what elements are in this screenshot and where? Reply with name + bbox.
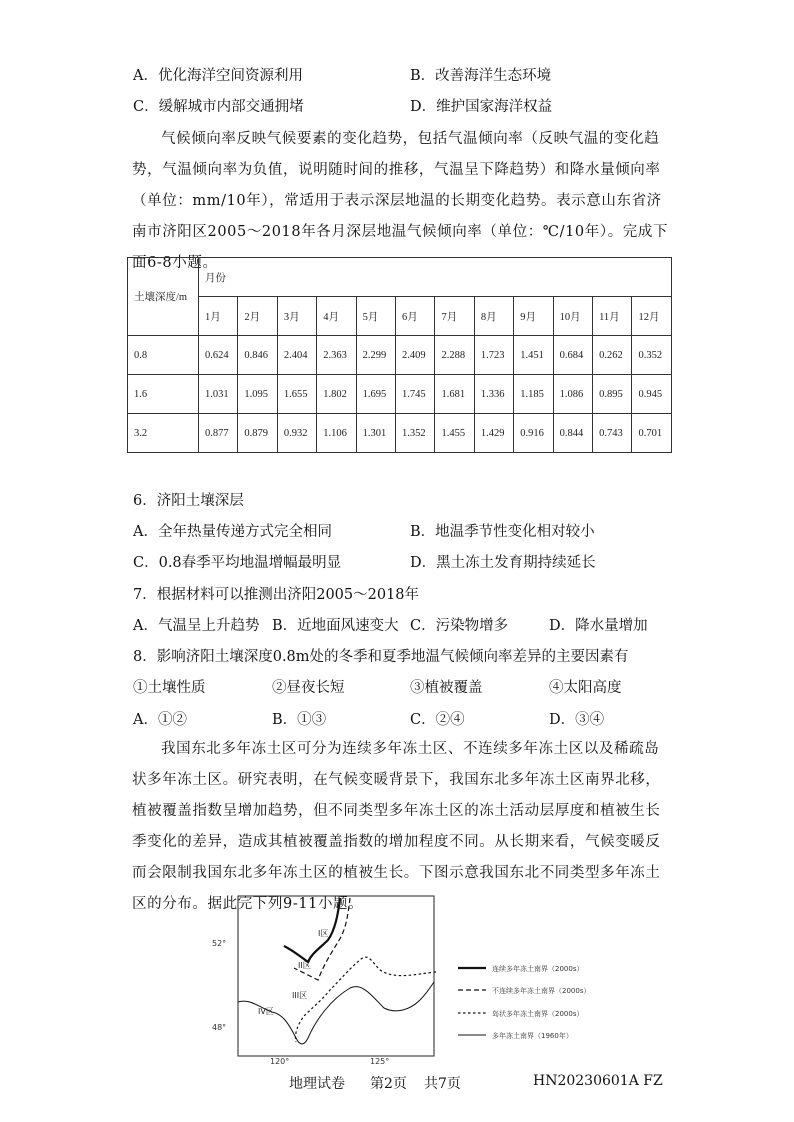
- table-row: [128, 414, 672, 453]
- table-cell: 0.624: [199, 336, 238, 375]
- legend-1960: 多年冻土南界（1960年）: [492, 1032, 573, 1040]
- table-cell: 2.363: [317, 336, 356, 375]
- zone-2-label: II区: [298, 961, 311, 970]
- q8-option-b: B．①③: [272, 712, 327, 728]
- table-cell: 1.802: [317, 375, 356, 414]
- table-month-row: [128, 297, 672, 336]
- table-row: [128, 375, 672, 414]
- permafrost-passage: 我国东北多年冻土区可分为连续多年冻土区、不连续多年冻土区以及稀疏岛状多年冻土区。研究表明，在气候变暖背景下，我国东北多年冻土区南界北移，植被覆盖指数呈增加趋势，但不同类型多年冻土区的冻土活动层厚度和植被生长季变化的差异，造成其植被覆盖指数的增加程度不同。从长期来看，气候变暖反而会限制我国东北多年冻土区的植被生长。下图示意我国东北不同类型多年冻土区的分布。据此完下列9-11小题。: [132, 741, 661, 912]
- table-cell: 0.844: [553, 414, 592, 453]
- table-depth-cell: 1.6: [128, 375, 199, 414]
- table-cell: 1.352: [396, 414, 435, 453]
- q8-option-d: D．③④: [549, 712, 605, 728]
- legend-island: 岛状多年冻土南界（2000s）: [492, 1010, 584, 1018]
- table-cell: 1.336: [474, 375, 513, 414]
- footer-page: 第2页: [370, 1076, 407, 1092]
- q7-option-c: C．污染物增多: [410, 618, 509, 634]
- q5-option-b: B．改善海洋生态环境: [410, 68, 552, 84]
- q7-option-b: B．近地面风速变大: [272, 618, 399, 634]
- map-lon-left: 120°: [270, 1057, 290, 1065]
- table-cell: 2.409: [396, 336, 435, 375]
- table-header-cell: 7月: [435, 297, 474, 336]
- q7-option-a: A．气温呈上升趋势: [133, 618, 260, 634]
- table-cell: 1.681: [435, 375, 474, 414]
- soil-temperature-table: [127, 257, 672, 453]
- table-cell: 2.299: [356, 336, 395, 375]
- footer-total: 共7页: [424, 1076, 461, 1092]
- map-lat-bottom: 48°: [212, 1023, 227, 1032]
- q6-option-a: A．全年热量传递方式完全相同: [133, 524, 332, 540]
- q6-option-c: C．0.8春季平均地温增幅最明显: [133, 555, 342, 571]
- table-header-cell: 3月: [277, 297, 316, 336]
- table-depth-cell: 3.2: [128, 414, 199, 453]
- table-cell: 0.352: [632, 336, 672, 375]
- legend-discontinuous: 不连续多年冻土南界（2000s）: [492, 987, 591, 995]
- zone-1-label: I区: [318, 929, 329, 938]
- table-cell: 1.723: [474, 336, 513, 375]
- table-row: [128, 336, 672, 375]
- table-cell: 0.879: [238, 414, 277, 453]
- q8-factor-4: ④太阳高度: [549, 680, 622, 696]
- q8-stem: 8．影响济阳土壤深度0.8m处的冬季和夏季地温气候倾向率差异的主要因素有: [133, 649, 629, 665]
- table-cell: 1.451: [514, 336, 553, 375]
- q6-option-b: B．地温季节性变化相对较小: [410, 524, 595, 540]
- permafrost-map: [200, 890, 650, 1065]
- q8-factor-3: ③植被覆盖: [410, 680, 483, 696]
- table-cell: 1.695: [356, 375, 395, 414]
- table-cell: 1.031: [199, 375, 238, 414]
- table-header-cell: 8月: [474, 297, 513, 336]
- q5-option-d: D．维护国家海洋权益: [410, 99, 553, 115]
- q7-option-d: D．降水量增加: [549, 618, 648, 634]
- footer-code: HN20230601A FZ: [533, 1073, 663, 1089]
- table-cell: 0.945: [632, 375, 672, 414]
- table-header-cell: 6月: [396, 297, 435, 336]
- table-month-header: 月份: [199, 258, 672, 297]
- map-lat-top: 52°: [212, 939, 227, 948]
- table-depth-cell: 0.8: [128, 336, 199, 375]
- footer-subject: 地理试卷: [289, 1076, 345, 1092]
- table-header-cell: 2月: [238, 297, 277, 336]
- table-cell: 1.185: [514, 375, 553, 414]
- zone-3-label: III区: [292, 991, 308, 1000]
- table-cell: 1.455: [435, 414, 474, 453]
- table-cell: 0.895: [593, 375, 632, 414]
- table-cell: 0.916: [514, 414, 553, 453]
- table-cell: 0.877: [199, 414, 238, 453]
- table-cell: 1.095: [238, 375, 277, 414]
- table-header-cell: 1月: [199, 297, 238, 336]
- q8-option-c: C．②④: [410, 712, 465, 728]
- q6-stem: 6．济阳土壤深层: [133, 493, 244, 509]
- q8-factor-1: ①土壤性质: [133, 680, 206, 696]
- table-header-cell: 9月: [514, 297, 553, 336]
- table-cell: 0.262: [593, 336, 632, 375]
- q5-option-a: A．优化海洋空间资源利用: [133, 68, 303, 84]
- table-cell: 1.106: [317, 414, 356, 453]
- table-cell: 0.932: [277, 414, 316, 453]
- table-cell: 0.846: [238, 336, 277, 375]
- table-cell: 1.745: [396, 375, 435, 414]
- table-header-cell: 4月: [317, 297, 356, 336]
- q8-factor-2: ②昼夜长短: [272, 680, 345, 696]
- island-permafrost-boundary: [295, 957, 436, 1042]
- table-header-cell: 10月: [553, 297, 592, 336]
- table-cell: 2.404: [277, 336, 316, 375]
- table-cell: 0.743: [593, 414, 632, 453]
- table-corner-label: 土壤深度/m: [128, 258, 199, 336]
- q6-option-d: D．黑土冻土发育期持续延长: [410, 555, 596, 571]
- q5-option-c: C．缓解城市内部交通拥堵: [133, 99, 304, 115]
- table-cell: 1.086: [553, 375, 592, 414]
- table-cell: 0.684: [553, 336, 592, 375]
- table-cell: 1.301: [356, 414, 395, 453]
- table-header-cell: 5月: [356, 297, 395, 336]
- q7-stem: 7．根据材料可以推测出济阳2005～2018年: [133, 587, 420, 603]
- table-cell: 1.655: [277, 375, 316, 414]
- intro-paragraph: 气候倾向率反映气候要素的变化趋势，包括气温倾向率（反映气温的变化趋势，气温倾向率为负值，说明随时间的推移，气温呈下降趋势）和降水量倾向率（单位：mm/10年），常适用于表示深层地温的长期变化趋势。表示意山东省济南市济阳区2005～2018年各月深层地温气候倾向率（单位：℃/10年）。完成下面6-8小题。: [132, 131, 669, 271]
- zone-4-label: IV区: [258, 1007, 274, 1016]
- table-header-cell: 12月: [632, 297, 672, 336]
- table-cell: 1.429: [474, 414, 513, 453]
- table-cell: 2.288: [435, 336, 474, 375]
- map-lon-right: 125°: [370, 1057, 390, 1065]
- table-header-cell: 11月: [593, 297, 632, 336]
- legend-continuous: 连续多年冻土南界（2000s）: [492, 965, 584, 973]
- q8-option-a: A．①②: [133, 712, 187, 728]
- table-cell: 0.701: [632, 414, 672, 453]
